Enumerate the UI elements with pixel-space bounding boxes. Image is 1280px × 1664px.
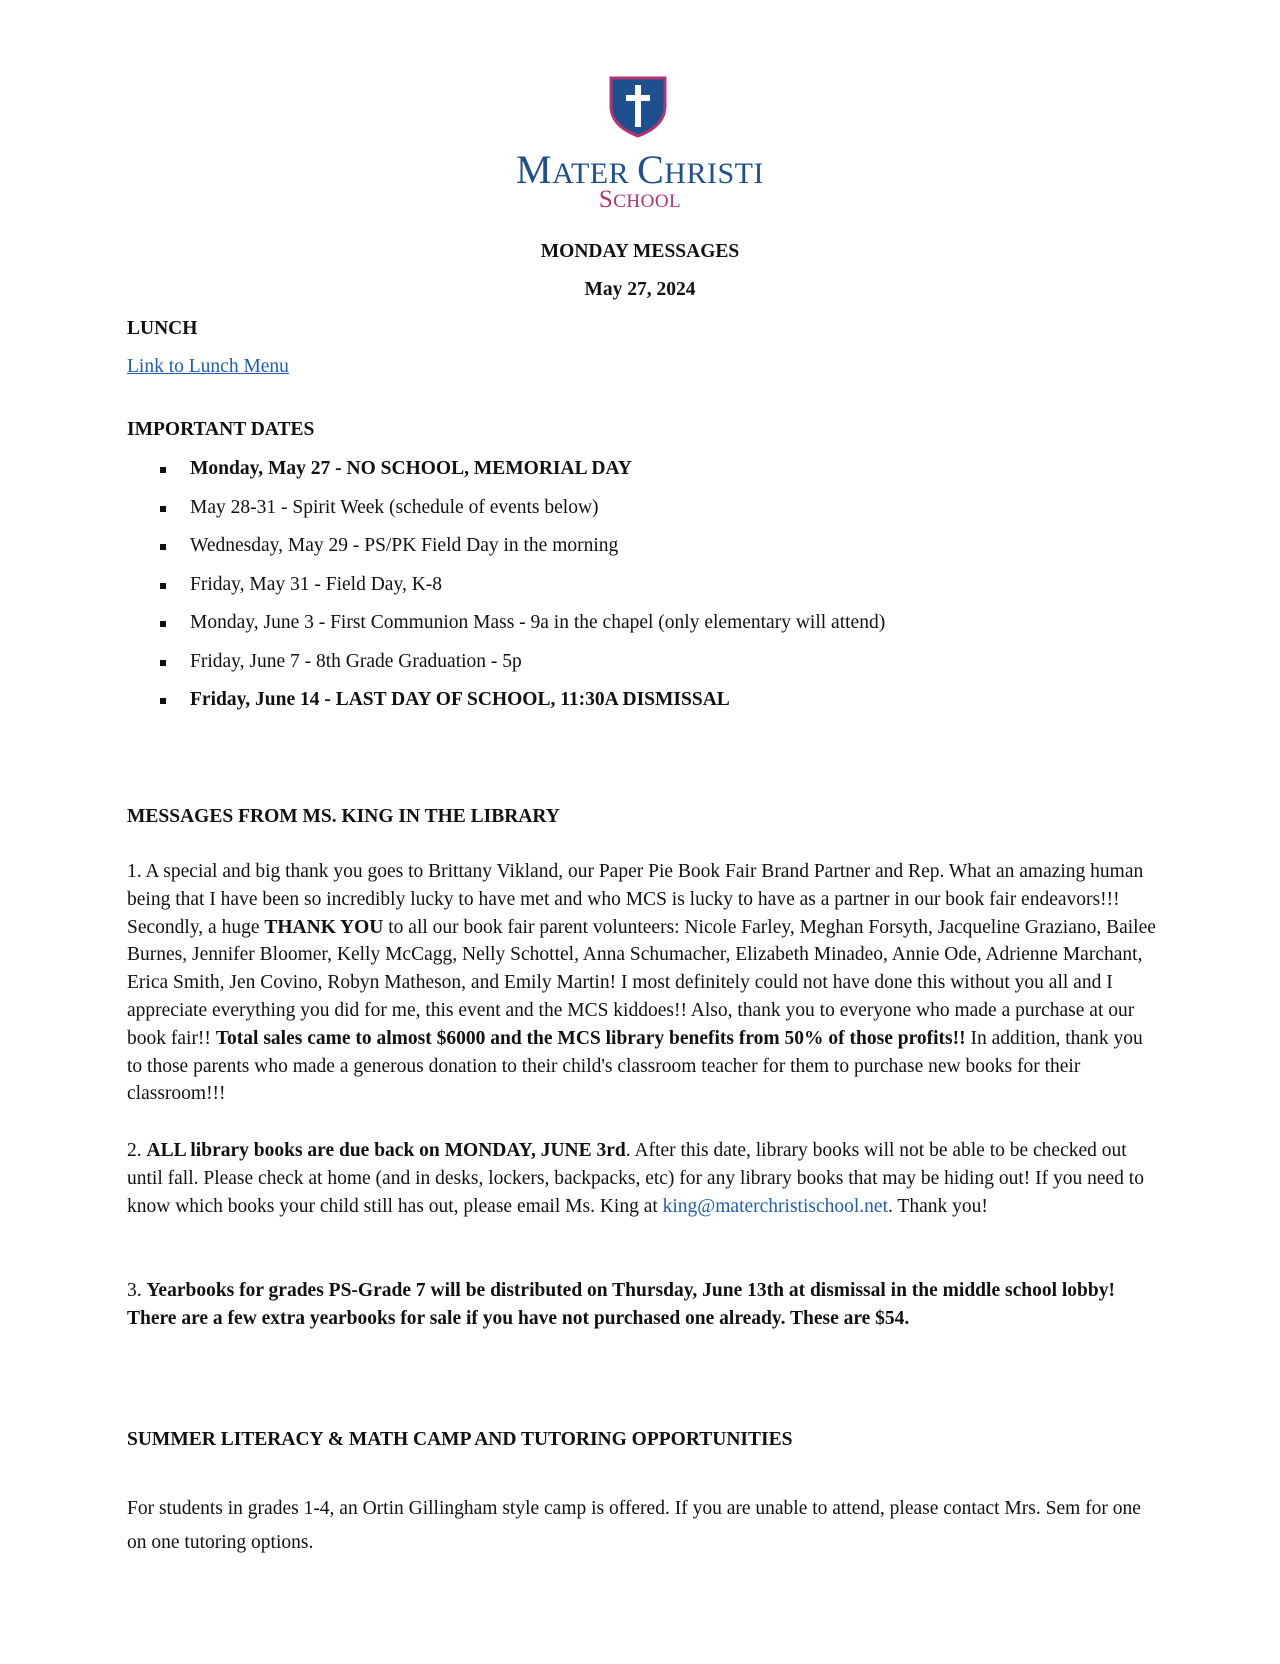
page-date: May 27, 2024 <box>584 279 696 300</box>
library-heading: MESSAGES FROM MS. KING IN THE LIBRARY <box>127 806 560 827</box>
lunch-menu-link[interactable]: Link to Lunch Menu <box>127 356 289 377</box>
email-link[interactable]: king@materchristischool.net <box>662 1195 889 1217</box>
list-item: Friday, May 31 - Field Day, K-8 <box>127 572 885 611</box>
summer-paragraph: For students in grades 1-4, an Ortin Gillingham style camp is offered. If you are unable to attend, please contact Mrs. Sem for one on one tutoring options. <box>127 1498 1141 1553</box>
library-paragraph-2: 2. ALL library books are due back on MONDAY, JUNE 3rd. After this date, library books will not be able to be checked out until fall. Please check at home (and in desks, lockers, backpacks, etc) for any library books that may be hiding out! If you need to know which books your child still has out, please email Ms. King at king@materchristischool.net. Thank you! <box>127 1140 1144 1217</box>
summer-heading: SUMMER LITERACY & MATH CAMP AND TUTORING OPPORTUNITIES <box>127 1429 793 1450</box>
list-item: Wednesday, May 29 - PS/PK Field Day in the morning <box>127 533 885 572</box>
list-item: May 28-31 - Spirit Week (schedule of events below) <box>127 495 885 534</box>
page-title: MONDAY MESSAGES <box>540 241 740 262</box>
logo-subtitle: SCHOOL <box>598 186 682 213</box>
library-paragraph-3: 3. Yearbooks for grades PS-Grade 7 will be distributed on Thursday, June 13th at dismissal in the middle school lobby! There are a few extra yearbooks for sale if you have not purchased one already. These are $54. <box>127 1280 1115 1329</box>
list-item: Monday, May 27 - NO SCHOOL, MEMORIAL DAY <box>127 456 885 495</box>
important-dates-heading: IMPORTANT DATES <box>127 419 315 440</box>
shield-cross-icon <box>609 76 667 138</box>
important-dates-list <box>127 456 885 726</box>
list-item: Friday, June 14 - LAST DAY OF SCHOOL, 11:30A DISMISSAL <box>127 687 885 726</box>
bullet-icon <box>160 467 166 473</box>
library-paragraph-1: 1. A special and big thank you goes to Brittany Vikland, our Paper Pie Book Fair Brand Partner and Rep. What an amazing human being that I have been so incredibly lucky to have met and who MCS is lucky to have as a partner in our book fair endeavors!!! Secondly, a huge THANK YOU to all our book fair parent volunteers: Nicole Farley, Meghan Forsyth, Jacqueline Graziano, Bailee Burnes, Jennifer Bloomer, Kelly McCagg, Nelly Schottel, Anna Schumacher, Elizabeth Minadeo, Annie Ode, Adrienne Marchant, Erica Smith, Jen Covino, Robyn Matheson, and Emily Martin! I most definitely could not have done this without you all and I appreciate everything you did for me, this event and the MCS kiddoes!! Also, thank you to everyone who made a purchase at our book fair!! Total sales came to almost $6000 and the MCS library benefits from 50% of those profits!! In addition, thank you to those parents who made a generous donation to their child's classroom teacher for them to purchase new books for their classroom!!! <box>127 861 1156 1105</box>
bullet-icon <box>160 660 166 666</box>
logo-wordmark: MATER CHRISTI <box>516 147 764 192</box>
list-item: Monday, June 3 - First Communion Mass - 9a in the chapel (only elementary will attend) <box>127 610 885 649</box>
bullet-icon <box>160 698 166 704</box>
list-item: Friday, June 7 - 8th Grade Graduation - 5p <box>127 649 885 688</box>
school-logo <box>510 76 770 211</box>
bullet-icon <box>160 621 166 627</box>
bullet-icon <box>160 544 166 550</box>
lunch-heading: LUNCH <box>127 318 198 339</box>
bullet-icon <box>160 506 166 512</box>
bullet-icon <box>160 583 166 589</box>
